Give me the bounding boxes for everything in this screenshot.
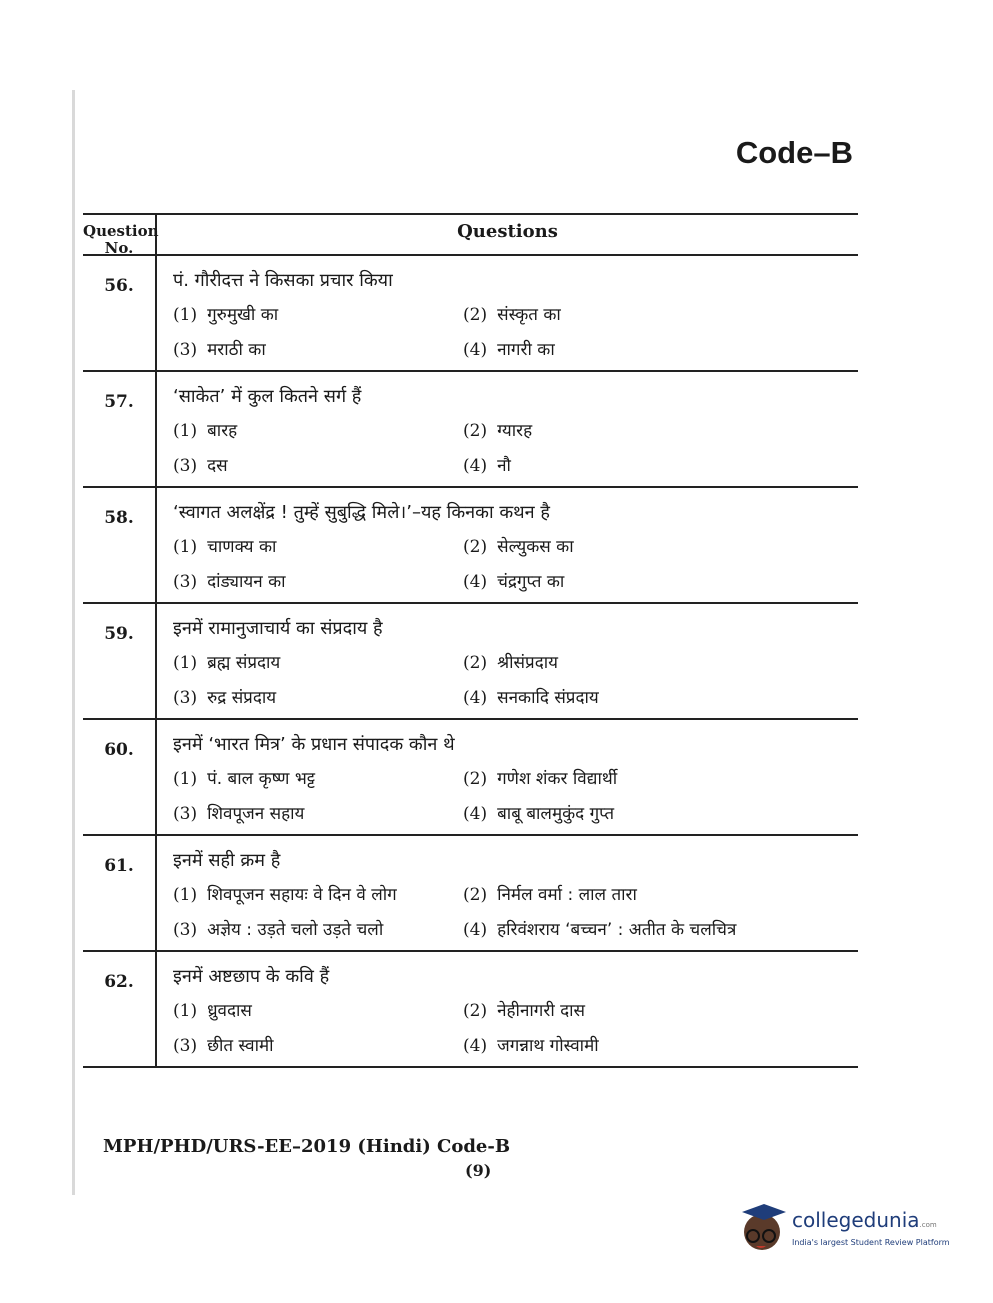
option-text: ध्रुवदास	[207, 1001, 252, 1021]
option-text: बाबू बालमुकुंद गुप्त	[497, 804, 615, 824]
header-questions: Questions	[457, 221, 558, 242]
collegedunia-logo	[738, 1200, 963, 1260]
option	[173, 337, 463, 360]
mascot-icon	[738, 1200, 788, 1255]
header-question-no: Question No.	[83, 222, 159, 257]
question-row	[83, 488, 858, 604]
logo-tagline: India's largest Student Review Platform	[792, 1238, 950, 1247]
question-row	[83, 256, 858, 372]
option-number: (4)	[463, 920, 488, 940]
option	[463, 302, 844, 325]
option	[463, 337, 844, 360]
option-number: (4)	[463, 804, 488, 824]
option	[173, 302, 463, 325]
question-number: 57.	[104, 392, 134, 412]
question-text: इनमें ‘भारत मित्र’ के प्रधान संपादक कौन थे	[173, 734, 455, 755]
option-text: निर्मल वर्मा : लाल तारा	[497, 885, 637, 905]
option	[463, 418, 844, 441]
option-number: (2)	[463, 1001, 488, 1021]
option-number: (2)	[463, 769, 488, 789]
option-text: गुरुमुखी का	[207, 305, 279, 325]
option-text: संस्कृत का	[497, 305, 561, 325]
option-text: जगन्नाथ गोस्वामी	[497, 1036, 599, 1056]
option	[463, 917, 844, 940]
option	[463, 569, 844, 592]
option-text: मराठी का	[207, 340, 266, 360]
option	[463, 882, 844, 905]
question-text: ‘साकेत’ में कुल कितने सर्ग हैं	[173, 386, 362, 407]
option	[463, 801, 844, 824]
option-text: हरिवंशराय ‘बच्चन’ : अतीत के चलचित्र	[497, 920, 737, 940]
logo-name: collegedunia	[792, 1208, 920, 1232]
options-grid	[173, 998, 844, 1056]
option	[173, 418, 463, 441]
question-row	[83, 372, 858, 488]
option-number: (1)	[173, 421, 198, 441]
option-number: (2)	[463, 305, 488, 325]
question-text: इनमें रामानुजाचार्य का संप्रदाय है	[173, 618, 383, 639]
option-text: रुद्र संप्रदाय	[207, 688, 277, 708]
option-number: (4)	[463, 456, 488, 476]
option	[463, 650, 844, 673]
question-row	[83, 836, 858, 952]
question-number: 58.	[104, 508, 134, 528]
option-text: दस	[207, 456, 228, 476]
logo-suffix: .com	[919, 1221, 937, 1229]
option	[463, 685, 844, 708]
option-number: (2)	[463, 653, 488, 673]
questions-table	[83, 213, 858, 1068]
options-grid	[173, 418, 844, 476]
option	[173, 534, 463, 557]
option	[463, 453, 844, 476]
option-text: ग्यारह	[497, 421, 533, 441]
option-number: (1)	[173, 305, 198, 325]
option	[173, 917, 463, 940]
option	[173, 569, 463, 592]
page-number: (9)	[465, 1161, 492, 1180]
option-number: (2)	[463, 537, 488, 557]
question-row	[83, 952, 858, 1066]
question-number: 59.	[104, 624, 134, 644]
question-text: पं. गौरीदत्त ने किसका प्रचार किया	[173, 270, 393, 291]
option-number: (1)	[173, 653, 198, 673]
option-number: (3)	[173, 1036, 198, 1056]
table-header	[83, 215, 858, 256]
option-text: पं. बाल कृष्ण भट्ट	[207, 769, 316, 789]
question-row	[83, 720, 858, 836]
question-text: इनमें अष्टछाप के कवि हैं	[173, 966, 330, 987]
option-number: (2)	[463, 421, 488, 441]
question-number: 60.	[104, 740, 134, 760]
option-number: (3)	[173, 688, 198, 708]
option-text: अज्ञेय : उड़ते चलो उड़ते चलो	[207, 920, 384, 940]
question-text: इनमें सही क्रम है	[173, 850, 281, 871]
option-number: (1)	[173, 1001, 198, 1021]
options-grid	[173, 650, 844, 708]
option	[463, 766, 844, 789]
scan-edge	[72, 90, 75, 1195]
option-number: (1)	[173, 537, 198, 557]
question-number: 62.	[104, 972, 134, 992]
option-number: (2)	[463, 885, 488, 905]
option-text: शिवपूजन सहायः वे दिन वे लोग	[207, 885, 397, 905]
option	[173, 882, 463, 905]
option-text: नौ	[497, 456, 511, 476]
option-text: शिवपूजन सहाय	[207, 804, 305, 824]
options-grid	[173, 302, 844, 360]
option-number: (4)	[463, 1036, 488, 1056]
option	[173, 453, 463, 476]
question-text: ‘स्वागत अलक्षेंद्र ! तुम्हें सुबुद्धि मिले।’–यह किनका कथन है	[173, 502, 550, 523]
option-number: (4)	[463, 340, 488, 360]
option-number: (3)	[173, 456, 198, 476]
question-number: 61.	[104, 856, 134, 876]
option	[173, 650, 463, 673]
option-number: (3)	[173, 804, 198, 824]
option-number: (4)	[463, 688, 488, 708]
option	[173, 766, 463, 789]
option-text: सेल्युकस का	[497, 537, 574, 557]
question-number: 56.	[104, 276, 134, 296]
option-text: छीत स्वामी	[207, 1036, 274, 1056]
option-text: चाणक्य का	[207, 537, 277, 557]
option-text: नेहीनागरी दास	[497, 1001, 586, 1021]
option-number: (4)	[463, 572, 488, 592]
option	[173, 685, 463, 708]
option	[173, 998, 463, 1021]
option-text: चंद्रगुप्त का	[497, 572, 565, 592]
option	[463, 534, 844, 557]
option-number: (3)	[173, 572, 198, 592]
option	[173, 801, 463, 824]
option-number: (3)	[173, 920, 198, 940]
question-row	[83, 604, 858, 720]
options-grid	[173, 882, 844, 940]
option-text: बारह	[207, 421, 238, 441]
option-number: (1)	[173, 769, 198, 789]
code-label: Code–B	[735, 135, 853, 170]
option-text: श्रीसंप्रदाय	[497, 653, 558, 673]
options-grid	[173, 766, 844, 824]
option-number: (3)	[173, 340, 198, 360]
option-text: ब्रह्म संप्रदाय	[207, 653, 281, 673]
option-text: सनकादि संप्रदाय	[497, 688, 599, 708]
options-grid	[173, 534, 844, 592]
option	[173, 1033, 463, 1056]
option-text: गणेश शंकर विद्यार्थी	[497, 769, 618, 789]
option-text: दांड्यायन का	[207, 572, 286, 592]
option	[463, 1033, 844, 1056]
option-number: (1)	[173, 885, 198, 905]
option-text: नागरी का	[497, 340, 555, 360]
option	[463, 998, 844, 1021]
footer-exam-code: MPH/PHD/URS-EE–2019 (Hindi) Code-B	[103, 1136, 511, 1157]
